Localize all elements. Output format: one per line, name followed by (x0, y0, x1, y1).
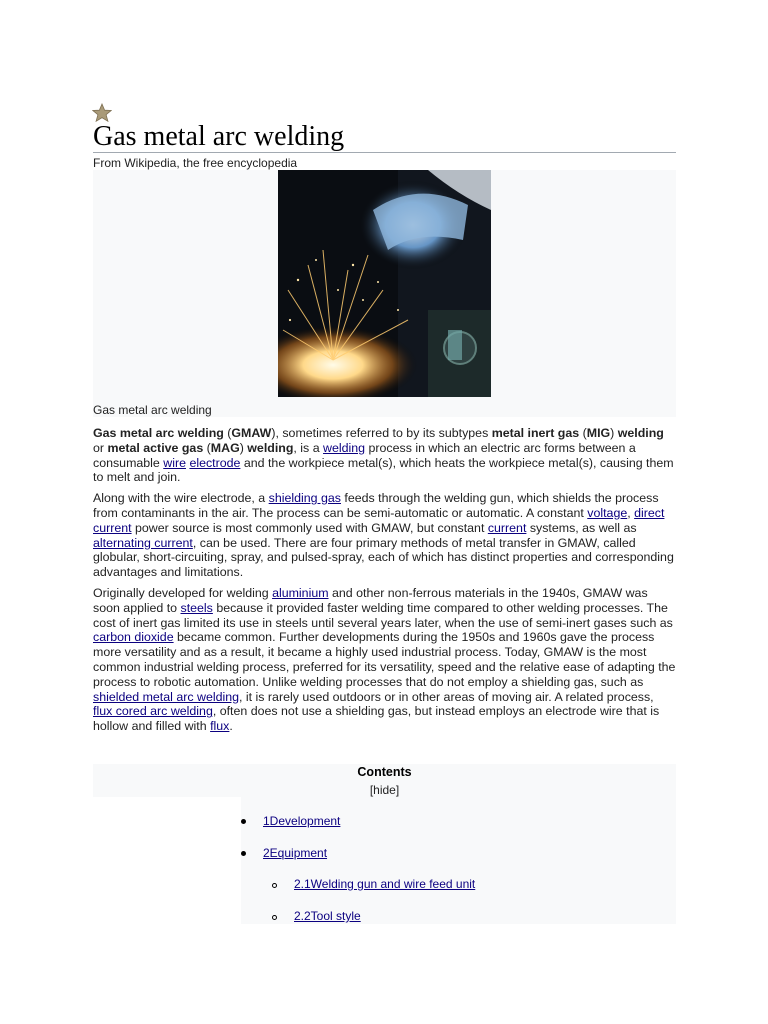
bold-term: MIG (586, 426, 611, 440)
bold-term: metal active gas (107, 440, 204, 455)
text: ) (239, 440, 248, 455)
table-of-contents (93, 764, 676, 924)
text: because it provided faster welding time compared to other welding processes. The cost of inert gas limited its use in steels until several years later, when the use of semi-inert gases such as (93, 600, 673, 630)
link-alternating-current[interactable]: alternating current (93, 535, 193, 550)
link-voltage[interactable]: voltage (587, 505, 628, 520)
title-divider (93, 152, 676, 153)
bold-term: welding (617, 426, 664, 440)
intro-paragraph (93, 426, 676, 485)
link-welding[interactable]: welding (323, 440, 366, 455)
text: , often does not use a shielding gas, but instead employs an electrode wire that is hollow and filled with (93, 704, 660, 734)
text: , it is rarely used outdoors or in other areas of moving air. A related process, (239, 689, 654, 704)
bold-term: welding (247, 440, 294, 455)
link-steels[interactable]: steels (180, 600, 213, 615)
text: and the workpiece metal(s), which heats the workpiece metal(s), causing them to melt and join. (93, 455, 674, 485)
text: and other non-ferrous materials in the 1940s, GMAW was soon applied to (93, 585, 648, 615)
text: systems, as well as (526, 520, 637, 535)
link-aluminium[interactable]: aluminium (272, 585, 329, 600)
text: , is a (293, 440, 324, 455)
toc-header (93, 764, 676, 797)
text: feeds through the welding gun, which shields the process from contaminants in the air. The process can be semi-automatic or automatic. A constant (93, 491, 659, 520)
link-carbon-dioxide[interactable]: carbon dioxide (93, 630, 174, 645)
toc-title: Contents (357, 765, 412, 779)
page-title: Gas metal arc welding (93, 121, 345, 152)
site-tagline: From Wikipedia, the free encyclopedia (93, 156, 298, 170)
text: became common. Further developments during the 1950s and 1960s gave the process more versatility and as a result, it became a highly used industrial process. Today, GMAW is the most common industrial welding process, preferred for its versatility, speed and the relative ease of adapting the process to robotic automation. Unlike welding processes that do not employ a shielding gas, such as (93, 630, 676, 689)
link-current[interactable]: current (487, 520, 527, 535)
text: or (93, 440, 108, 455)
bullet-icon (241, 819, 246, 824)
link-flux[interactable]: flux (210, 719, 230, 734)
toc-hide-label[interactable]: [hide] (369, 783, 400, 797)
toc-item-tool-style[interactable]: 2.2Tool style (294, 909, 361, 923)
link-wire[interactable]: wire (163, 455, 186, 470)
image-caption: Gas metal arc welding (93, 403, 212, 417)
bold-term: GMAW (231, 426, 272, 440)
text: Originally developed for welding (93, 585, 273, 600)
text: ) (610, 426, 618, 440)
toc-hide-toggle[interactable] (93, 783, 676, 797)
infobox (93, 170, 676, 417)
text: ( (203, 440, 211, 455)
toc-item-equipment[interactable]: 2Equipment (263, 846, 328, 860)
bold-term: metal inert gas (491, 426, 580, 440)
link-direct-current[interactable]: direct current (93, 505, 665, 535)
toc-item-development[interactable]: 1Development (263, 814, 341, 828)
text: process in which an electric arc forms between a consumable (93, 440, 636, 470)
text: , (627, 505, 635, 520)
circle-bullet-icon (272, 883, 277, 888)
welding-photo[interactable] (278, 170, 491, 397)
link-shielding-gas[interactable]: shielding gas (268, 491, 341, 506)
text: ( (223, 426, 232, 440)
link-electrode[interactable]: electrode (189, 455, 241, 470)
bold-term: Gas metal arc welding (93, 426, 224, 440)
text: Along with the wire electrode, a (93, 491, 269, 506)
toc-item-welding-gun[interactable]: 2.1Welding gun and wire feed unit (294, 877, 476, 891)
link-flux-cored-arc-welding[interactable]: flux cored arc welding (93, 704, 213, 719)
paragraph-2 (93, 491, 676, 580)
bold-term: MAG (210, 440, 240, 455)
circle-bullet-icon (272, 915, 277, 920)
bullet-icon (241, 851, 246, 856)
text: power source is most commonly used with GMAW, but constant (131, 520, 488, 535)
text: ( (579, 426, 587, 440)
link-shielded-metal-arc-welding[interactable]: shielded metal arc welding (93, 689, 240, 704)
article-body (93, 426, 676, 740)
text: , can be used. There are four primary methods of metal transfer in GMAW, called globular, short-circuiting, spray, and pulsed-spray, each of which has distinct properties and corresponding advantages and limitations. (93, 535, 674, 580)
text: ), sometimes referred to by its subtypes (271, 426, 492, 440)
text: . (229, 719, 233, 734)
toc-list (241, 797, 676, 924)
paragraph-3 (93, 586, 676, 734)
